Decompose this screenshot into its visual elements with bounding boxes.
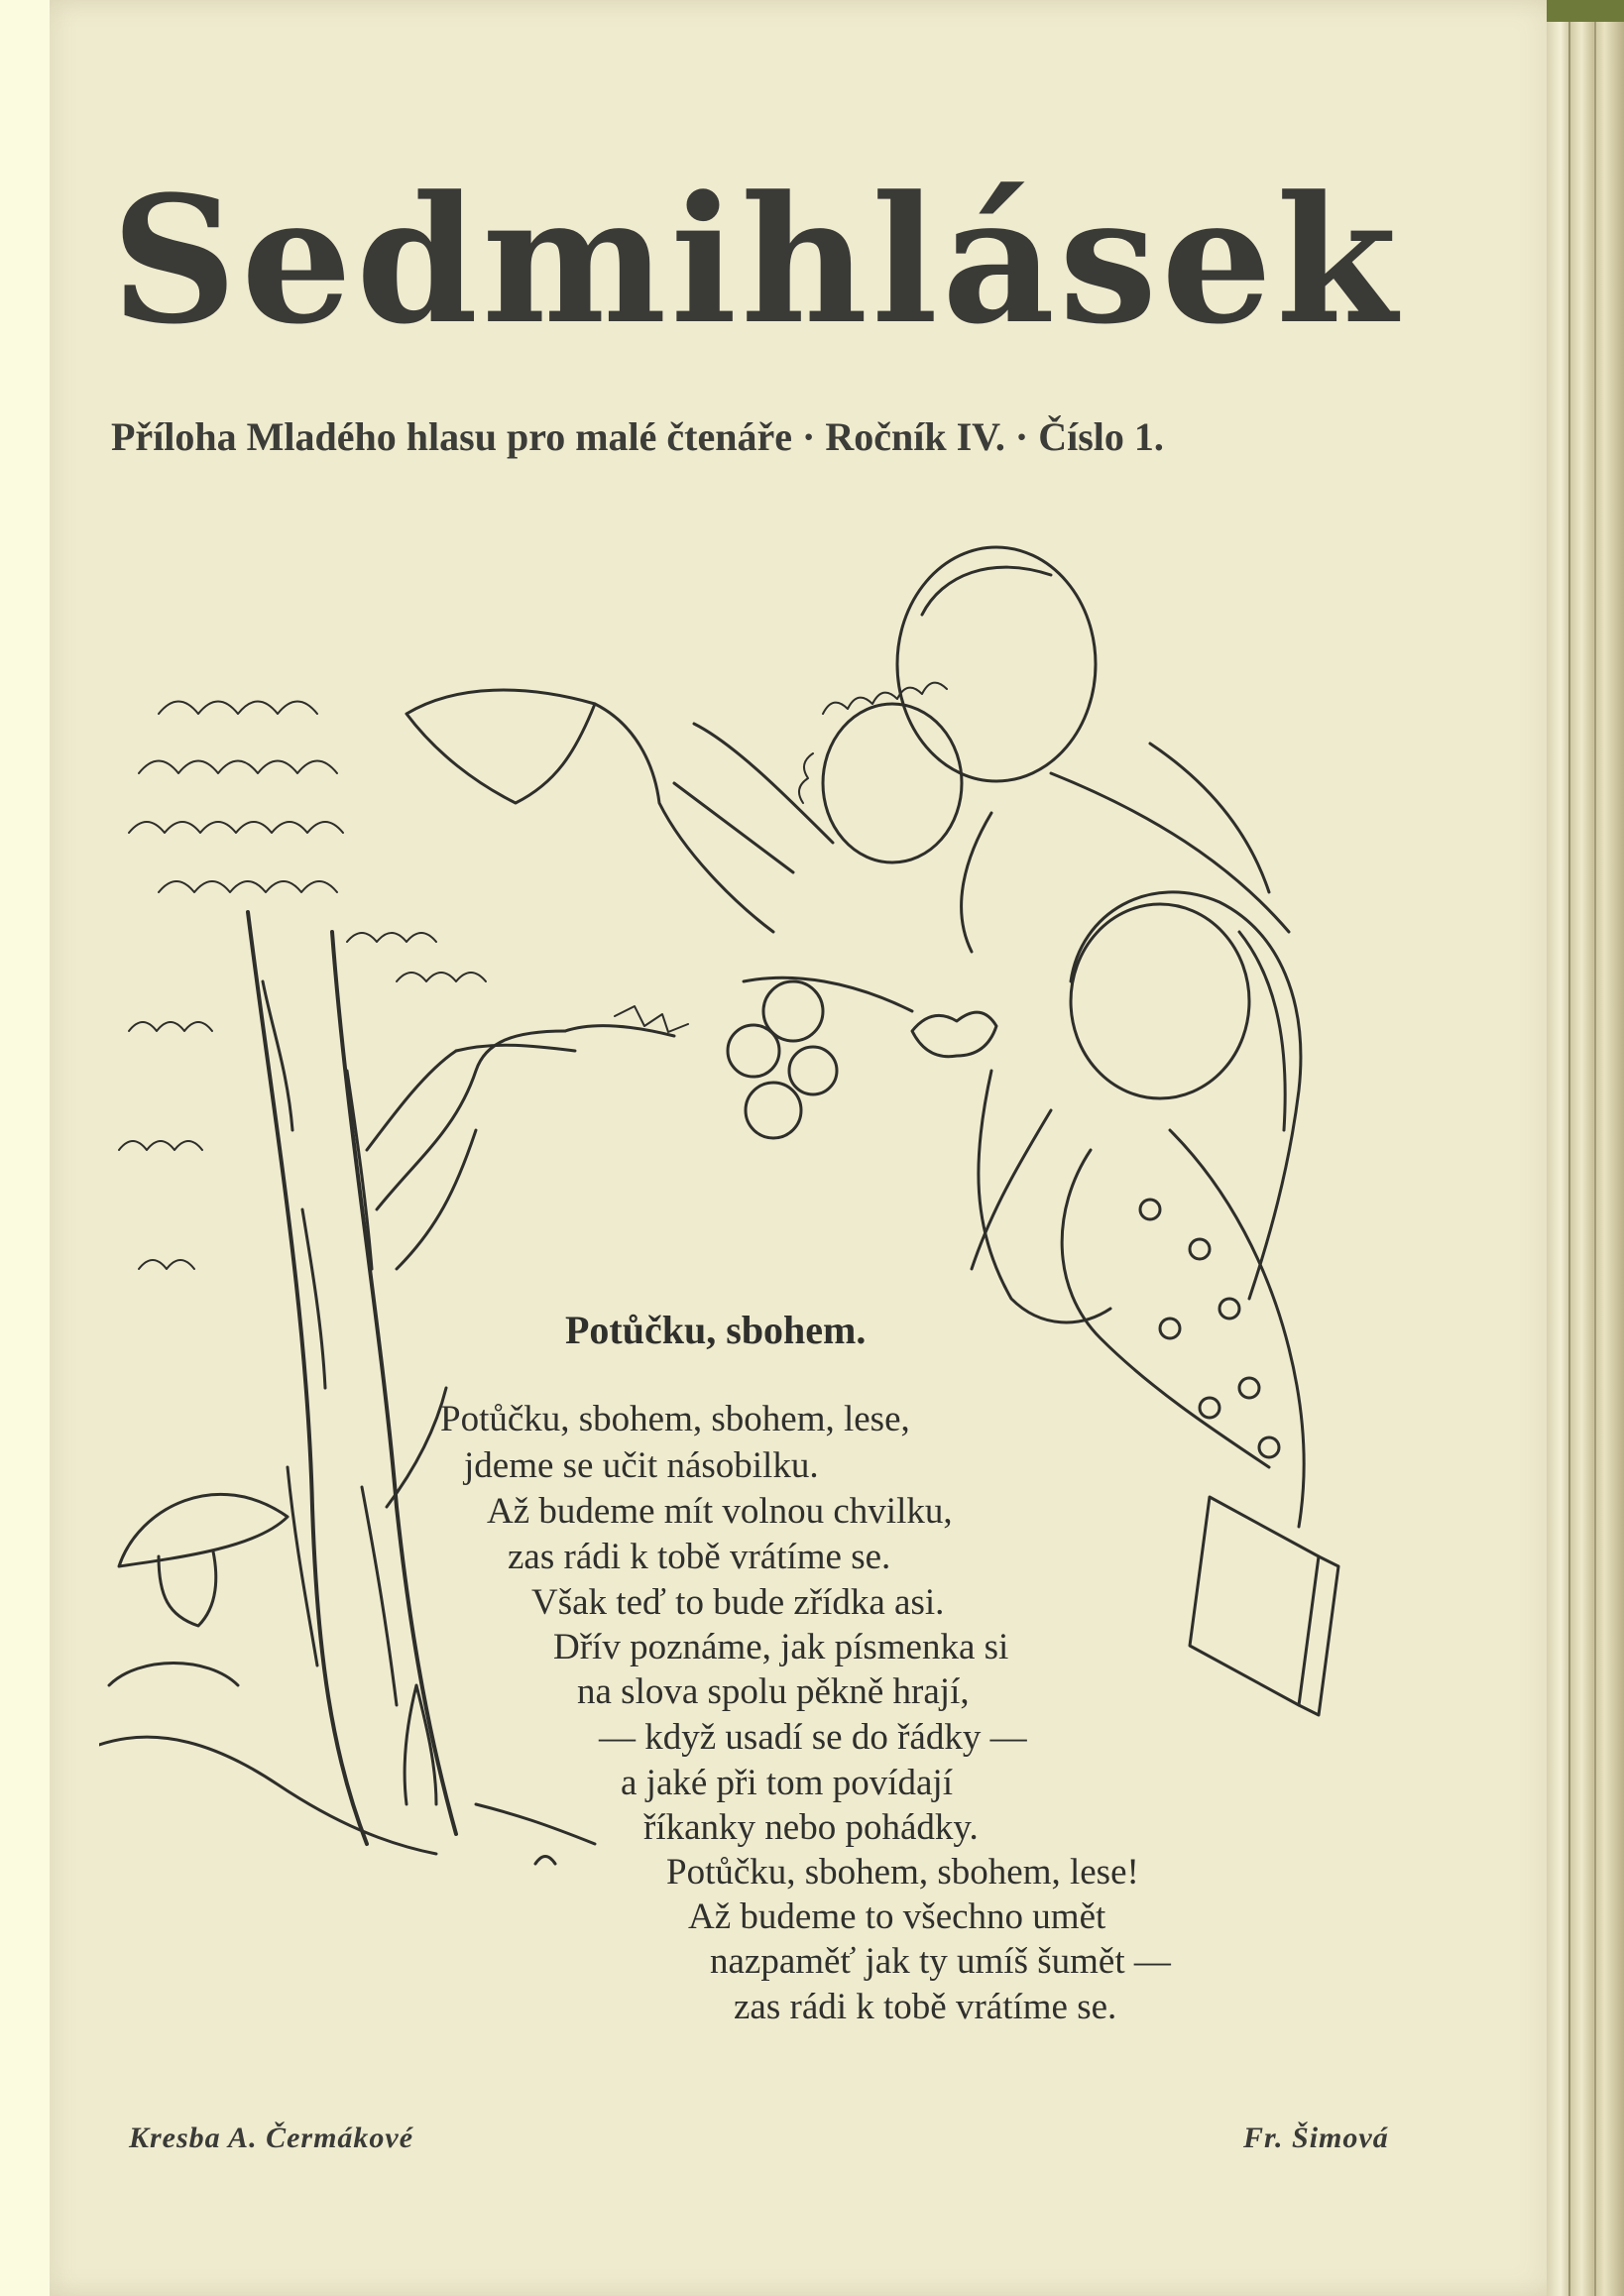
- page-margin: [0, 0, 50, 2296]
- poem-line-2: jdeme se učit násobilku.: [464, 1445, 819, 1486]
- poem-line-3: Až budeme mít volnou chvilku,: [487, 1491, 953, 1532]
- magazine-subtitle: Příloha Mladého hlasu pro malé čtenáře · Ročník IV. · Číslo 1.: [111, 414, 1164, 459]
- author-credit: Fr. Šimová: [1243, 2122, 1389, 2154]
- poem-line-7: na slova spolu pěkně hrají,: [577, 1671, 970, 1712]
- poem-line-14: zas rádi k tobě vrátíme se.: [734, 1987, 1117, 2027]
- poem-line-12: Až budeme to všechno umět: [688, 1896, 1106, 1937]
- poem-line-11: Potůčku, sbohem, sbohem, lese!: [666, 1852, 1139, 1893]
- poem-line-1: Potůčku, sbohem, sbohem, lese,: [440, 1399, 910, 1439]
- poem-line-4: zas rádi k tobě vrátíme se.: [508, 1537, 891, 1577]
- magazine-title: Sedmihlásek: [111, 158, 1402, 363]
- poem-line-8: — když usadí se do řádky —: [599, 1717, 1027, 1758]
- poem-line-10: říkanky nebo pohádky.: [643, 1807, 979, 1848]
- spine-edge: [1547, 0, 1624, 22]
- poem-line-9: a jaké při tom povídají: [621, 1763, 953, 1803]
- poem-line-5: Však teď to bude zřídka asi.: [531, 1582, 945, 1623]
- book-spine: [1547, 0, 1624, 2296]
- poem-title: Potůčku, sbohem.: [565, 1308, 867, 1352]
- poem-line-13: nazpaměť jak ty umíš šumět —: [710, 1941, 1171, 1982]
- poem-line-6: Dřív poznáme, jak písmenka si: [553, 1627, 1009, 1667]
- illustrator-credit: Kresba A. Čermákové: [129, 2122, 414, 2154]
